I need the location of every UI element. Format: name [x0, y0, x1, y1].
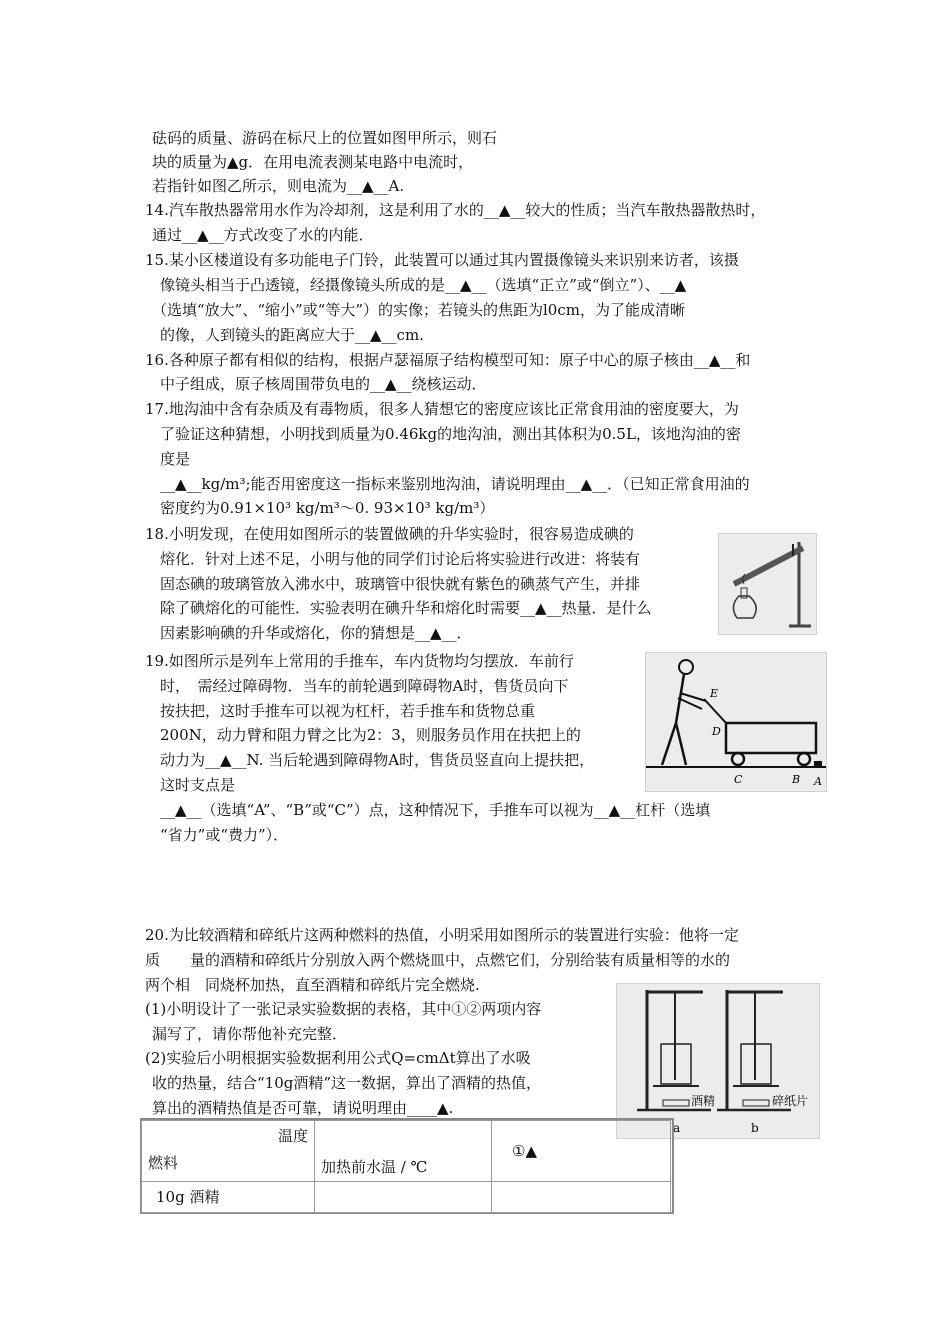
text-line: 中子组成，原子核周围带负电的__▲__绕核运动．	[160, 375, 487, 393]
text-line: 动力为__▲__N. 当后轮遇到障碍物A时，售货员竖直向上提扶把，	[160, 751, 595, 769]
header-blank-1: ①▲	[492, 1121, 671, 1182]
text-line: “省力”或“费力”）．	[160, 826, 289, 844]
label-e: E	[710, 687, 719, 700]
question-16: 16.各种原子都有相似的结构，根据卢瑟福原子结构模型可知：原子中心的原子核由__▲__和	[145, 351, 751, 369]
text-line: 的像，人到镜头的距离应大于__▲__cm.	[160, 326, 424, 344]
hand-cart-drawing	[646, 653, 826, 791]
data-table	[141, 1120, 671, 1213]
question-18: 18.小明发现，在使用如图所示的装置做碘的升华实验时，很容易造成碘的	[145, 525, 634, 543]
text-line: 像镜头相当于凸透镜，经摄像镜头所成的是__▲__（选填“正立”或“倒立”）、__▲	[160, 276, 687, 294]
burner-drawing	[617, 984, 819, 1138]
text-line: 除了碘熔化的可能性．实验表明在碘升华和熔化时需要__▲__热量．是什么	[160, 599, 652, 617]
row-cell	[492, 1182, 671, 1213]
iodine-apparatus-drawing	[719, 534, 816, 634]
table-row	[142, 1182, 671, 1213]
text-line: 因素影响碘的升华或熔化，你的猜想是__▲__．	[160, 624, 472, 642]
text-line: 质 量的酒精和碎纸片分别放入两个燃烧皿中，点燃它们，分别给装有质量相等的水的	[145, 951, 731, 969]
text-line: __▲__kg/m³;能否用密度这一指标来鉴别地沟油，请说明理由__▲__．（已知正常食用油的	[160, 475, 750, 493]
label-d: D	[712, 725, 721, 738]
header-corner-cell	[142, 1121, 315, 1182]
text-line: 算出的酒精热值是否可靠，请说明理由____▲.	[152, 1099, 454, 1117]
text-line: 漏写了，请你帮他补充完整．	[152, 1025, 348, 1043]
text-line: 两个相 同烧杯加热，直至酒精和碎纸片完全燃烧.	[145, 976, 480, 994]
text-line: 密度约为0.91×10³ kg/m³～0. 93×10³ kg/m³）	[160, 499, 495, 517]
text-line: (1)小明设计了一张记录实验数据的表格，其中①②两项内容	[145, 1000, 542, 1018]
table-header-row	[142, 1121, 671, 1182]
header-initial-temp: 加热前水温 / ℃	[315, 1121, 492, 1182]
header-fuel: 燃料	[148, 1154, 179, 1172]
text-line: 收的热量，结合“10g酒精”这一数据，算出了酒精的热值，	[152, 1074, 542, 1092]
text-line: 这时支点是	[160, 776, 236, 794]
text-line: （选填“放大”、“缩小”或“等大”）的实像；若镜头的焦距为l0cm，为了能成清晰	[152, 301, 685, 319]
text-line: 度是	[160, 450, 191, 468]
text-line: 按扶把，这时手推车可以视为杠杆，若手推车和货物总重	[160, 702, 536, 720]
header-temperature: 温度	[277, 1127, 308, 1145]
label-alcohol: 酒精	[691, 1094, 716, 1108]
text-line: 固态碘的玻璃管放入沸水中，玻璃管中很快就有紫色的碘蒸气产生，并排	[160, 575, 641, 593]
text-line: 通过__▲__方式改变了水的内能．	[152, 226, 374, 244]
text-line: 200N，动力臂和阻力臂之比为2：3，则服务员作用在扶把上的	[160, 726, 581, 744]
question-19: 19.如图所示是列车上常用的手推车，车内货物均匀摆放．车前行	[145, 652, 574, 670]
text-line: 块的质量为▲g．在用电流表测某电路中电流时，	[152, 153, 474, 171]
question-14: 14.汽车散热器常用水作为冷却剂，这是利用了水的__▲__较大的性质；当汽车散热器散热时，	[145, 201, 766, 219]
text-line: (2)实验后小明根据实验数据利用公式Q=cmΔt算出了水吸	[145, 1049, 531, 1067]
label-paper: 碎纸片	[772, 1094, 809, 1108]
text-line: 了验证这种猜想，小明找到质量为0.46kg的地沟油，测出其体积为0.5L，该地沟油的密	[160, 425, 741, 443]
text-line: 若指针如图乙所示，则电流为__▲__A.	[152, 177, 405, 195]
text-line: 时， 需经过障碍物．当车的前轮遇到障碍物A时，售货员向下	[160, 677, 569, 695]
label-a: A	[814, 775, 822, 788]
label-a: a	[673, 1121, 681, 1135]
label-b: B	[792, 773, 801, 786]
row-alcohol-label: 10g 酒精	[142, 1182, 315, 1213]
question-20: 20.为比较酒精和碎纸片这两种燃料的热值，小明采用如图所示的装置进行实验：他将一定	[145, 926, 739, 944]
iodine-apparatus-figure	[718, 533, 817, 635]
text-line: 砝码的质量、游码在标尺上的位置如图甲所示，则石	[152, 129, 498, 147]
hand-cart-figure	[645, 652, 827, 792]
burner-figure	[616, 983, 820, 1139]
question-17: 17.地沟油中含有杂质及有毒物质，很多人猜想它的密度应该比正常食用油的密度要大，为	[145, 400, 739, 418]
label-c: C	[734, 773, 743, 786]
question-15: 15.某小区楼道设有多功能电子门铃，此装置可以通过其内置摄像镜头来识别来访者，该摄	[145, 251, 739, 269]
text-line: 熔化．针对上述不足，小明与他的同学们讨论后将实验进行改进：将装有	[160, 550, 641, 568]
label-b: b	[751, 1121, 759, 1135]
row-cell	[315, 1182, 492, 1213]
text-line: __▲__（选填“A”、“B”或“C”）点，这种情况下，手推车可以视为__▲__杠杆（选填	[160, 801, 711, 819]
